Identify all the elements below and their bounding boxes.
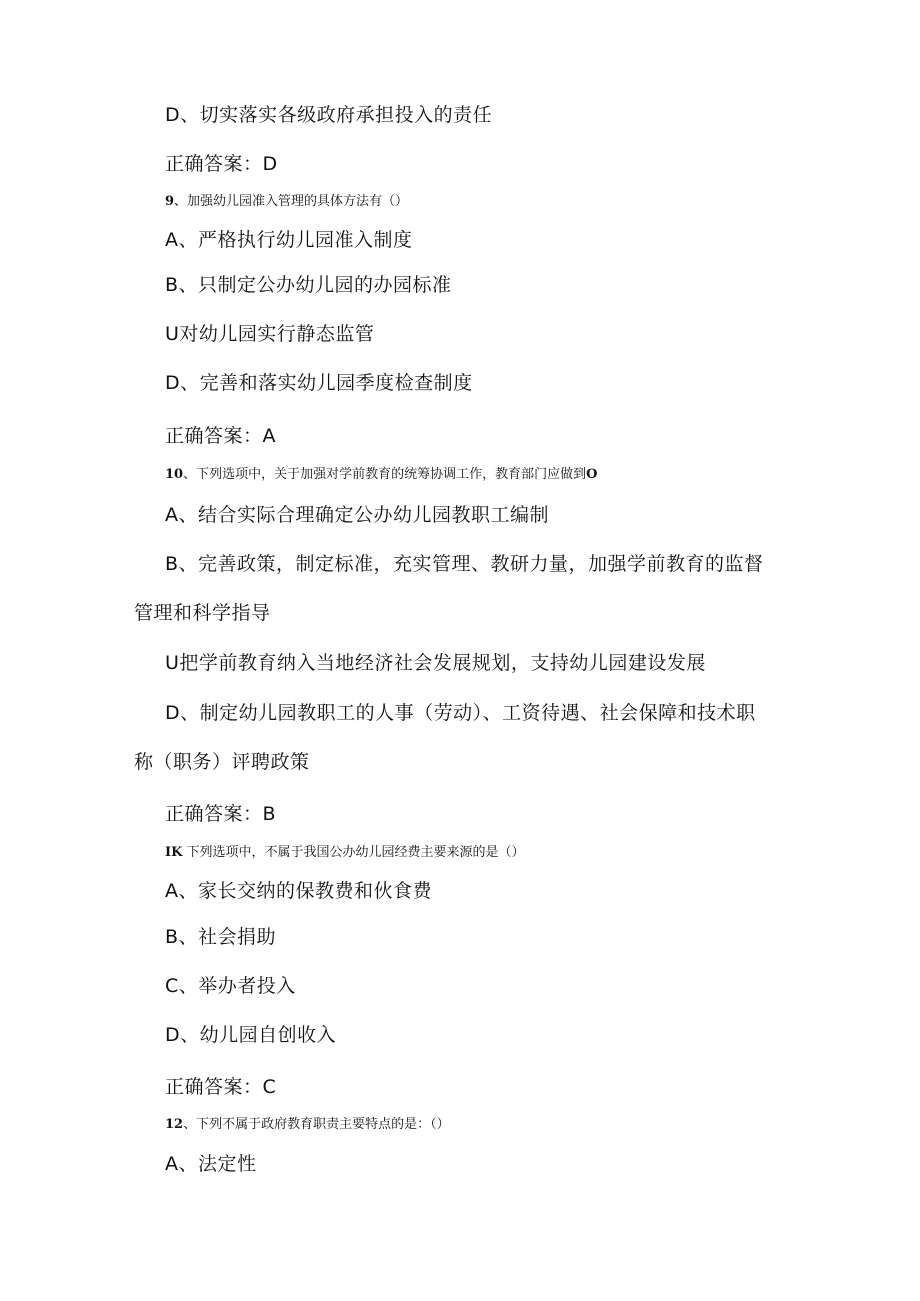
q9-option-d: D、完善和落实幼儿园季度检查制度 [165,372,473,394]
q10-question [165,468,597,481]
q9-number: 9 [165,194,175,209]
q12-option-a: A、法定性 [165,1153,257,1175]
q10-text: 、下列选项中，关于加强对学前教育的统筹协调工作，教育部门应做到 [183,467,587,482]
q11-question [165,846,525,859]
q12-number: 12 [165,1117,184,1132]
q9-option-c: U对幼儿园实行静态监管 [165,323,375,345]
q9-option-a: A、严格执行幼儿园准入制度 [165,229,413,251]
q11-option-a: A、家长交纳的保教费和伙食费 [165,880,432,902]
q10-number: 10 [165,467,184,482]
q10-option-b-line1: B、完善政策，制定标准，充实管理、教研力量，加强学前教育的监督 [165,553,764,575]
q9-text: 、加强幼儿园准入管理的具体方法有（） [174,194,409,209]
q11-option-c: C、举办者投入 [165,975,296,997]
q12-text: 、下列不属于政府教育职责主要特点的是：（） [183,1117,450,1132]
q8-option-d: D、切实落实各级政府承担投入的责任 [165,104,493,126]
q11-option-d: D、幼儿园自创收入 [165,1024,337,1046]
q11-option-b: B、社会捐助 [165,926,277,948]
q11-text: 下列选项中，不属于我国公办幼儿园经费主要来源的是（） [186,845,525,860]
q9-option-b: B、只制定公办幼儿园的办园标准 [165,274,452,296]
q11-answer: 正确答案：C [165,1076,277,1098]
q9-answer: 正确答案：A [165,425,276,447]
q8-answer: 正确答案：D [165,153,278,175]
q10-tail: O [586,467,598,482]
q10-option-b-line2: 管理和科学指导 [134,602,271,624]
q12-question [165,1118,450,1131]
q10-option-a: A、结合实际合理确定公办幼儿园教职工编制 [165,504,549,526]
q10-answer: 正确答案：B [165,803,277,825]
q10-option-d-line2: 称（职务）评聘政策 [134,751,310,773]
q11-number: IK [165,845,183,860]
q10-option-d-line1: D、制定幼儿园教职工的人事（劳动）、工资待遇、社会保障和技术职 [165,702,756,724]
q9-question [165,195,408,208]
q10-option-c: U把学前教育纳入当地经济社会发展规划，支持幼儿园建设发展 [165,652,706,674]
